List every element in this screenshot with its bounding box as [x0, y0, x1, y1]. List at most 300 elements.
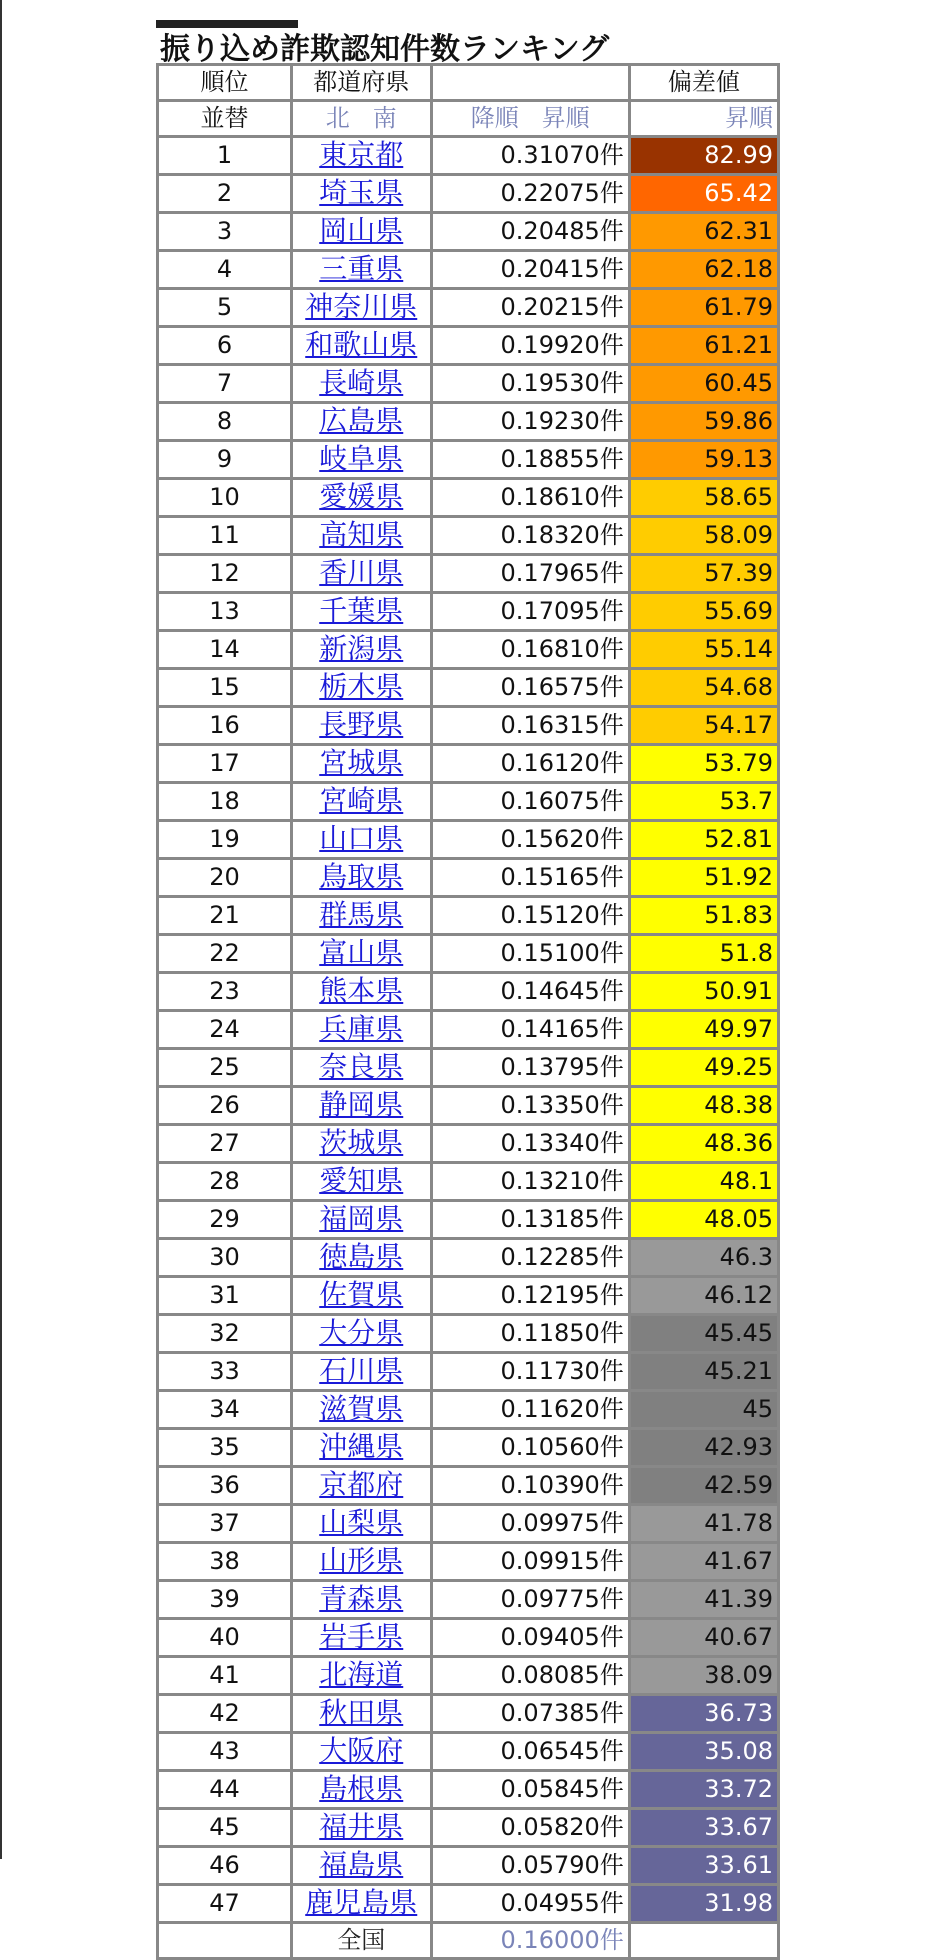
rank-cell: 32	[159, 1316, 293, 1354]
table-row	[159, 442, 777, 480]
deviation-cell: 36.73	[631, 1696, 777, 1734]
pref-cell	[293, 1658, 433, 1696]
ranking-table	[156, 63, 780, 1960]
pref-link[interactable]: 広島県	[319, 404, 404, 437]
table-row	[159, 1126, 777, 1164]
pref-cell	[293, 290, 433, 328]
table-row	[159, 860, 777, 898]
deviation-cell: 45.21	[631, 1354, 777, 1392]
pref-cell	[293, 1278, 433, 1316]
rank-cell: 8	[159, 404, 293, 442]
sort-pref-cell	[293, 102, 433, 138]
value-cell: 0.07385件	[433, 1696, 631, 1734]
pref-cell	[293, 176, 433, 214]
pref-link[interactable]: 大阪府	[319, 1734, 404, 1767]
pref-link[interactable]: 岡山県	[319, 214, 404, 247]
value-cell: 0.09775件	[433, 1582, 631, 1620]
table-row	[159, 1810, 777, 1848]
rank-cell: 21	[159, 898, 293, 936]
rank-cell: 36	[159, 1468, 293, 1506]
table-row	[159, 936, 777, 974]
pref-cell	[293, 746, 433, 784]
deviation-cell: 45	[631, 1392, 777, 1430]
pref-cell	[293, 1848, 433, 1886]
table-row	[159, 1544, 777, 1582]
deviation-cell: 49.25	[631, 1050, 777, 1088]
pref-link[interactable]: 熊本県	[319, 974, 404, 1007]
value-cell: 0.13340件	[433, 1126, 631, 1164]
value-cell: 0.18855件	[433, 442, 631, 480]
table-row	[159, 1240, 777, 1278]
table-row	[159, 1886, 777, 1924]
deviation-cell: 50.91	[631, 974, 777, 1012]
rank-cell: 16	[159, 708, 293, 746]
deviation-cell: 59.13	[631, 442, 777, 480]
pref-cell	[293, 1202, 433, 1240]
sort-value-cell	[433, 102, 631, 138]
deviation-cell: 59.86	[631, 404, 777, 442]
pref-link[interactable]: 佐賀県	[319, 1278, 404, 1311]
value-cell: 0.20415件	[433, 252, 631, 290]
value-cell: 0.17965件	[433, 556, 631, 594]
pref-cell	[293, 632, 433, 670]
pref-link[interactable]: 青森県	[319, 1582, 404, 1615]
pref-link[interactable]: 兵庫県	[319, 1012, 404, 1045]
table-row	[159, 1012, 777, 1050]
pref-cell	[293, 1392, 433, 1430]
rank-cell: 12	[159, 556, 293, 594]
value-cell: 0.12285件	[433, 1240, 631, 1278]
page-title: 振り込め詐欺認知件数ランキング	[160, 32, 610, 67]
value-cell: 0.15120件	[433, 898, 631, 936]
pref-cell	[293, 708, 433, 746]
table-row	[159, 1278, 777, 1316]
deviation-cell: 48.38	[631, 1088, 777, 1126]
deviation-cell: 52.81	[631, 822, 777, 860]
table-row	[159, 1848, 777, 1886]
pref-cell	[293, 1772, 433, 1810]
deviation-cell: 42.93	[631, 1430, 777, 1468]
pref-cell	[293, 1582, 433, 1620]
rank-cell: 45	[159, 1810, 293, 1848]
value-cell: 0.20485件	[433, 214, 631, 252]
deviation-cell: 65.42	[631, 176, 777, 214]
pref-cell	[293, 480, 433, 518]
value-cell: 0.09915件	[433, 1544, 631, 1582]
table-row	[159, 1354, 777, 1392]
value-cell: 0.19530件	[433, 366, 631, 404]
pref-link[interactable]: 大分県	[319, 1316, 404, 1349]
table-row	[159, 708, 777, 746]
table-row	[159, 632, 777, 670]
value-cell: 0.13210件	[433, 1164, 631, 1202]
table-row	[159, 1088, 777, 1126]
pref-link[interactable]: 秋田県	[319, 1696, 404, 1729]
header-deviation: 偏差値	[631, 66, 777, 102]
table-row	[159, 1050, 777, 1088]
table-row	[159, 138, 777, 176]
pref-link[interactable]: 福島県	[319, 1848, 404, 1881]
pref-link[interactable]: 鳥取県	[319, 860, 404, 893]
deviation-cell: 33.67	[631, 1810, 777, 1848]
deviation-cell: 31.98	[631, 1886, 777, 1924]
deviation-cell: 62.31	[631, 214, 777, 252]
pref-cell	[293, 442, 433, 480]
table-row	[159, 556, 777, 594]
pref-link[interactable]: 東京都	[319, 138, 404, 171]
table-row	[159, 1430, 777, 1468]
value-cell: 0.16575件	[433, 670, 631, 708]
pref-link[interactable]: 宮城県	[319, 746, 404, 779]
rank-cell: 33	[159, 1354, 293, 1392]
rank-cell: 17	[159, 746, 293, 784]
rank-cell: 20	[159, 860, 293, 898]
pref-link[interactable]: 静岡県	[319, 1088, 404, 1121]
rank-cell: 43	[159, 1734, 293, 1772]
deviation-cell: 41.67	[631, 1544, 777, 1582]
pref-cell	[293, 1088, 433, 1126]
value-cell: 0.20215件	[433, 290, 631, 328]
total-row	[159, 1924, 777, 1957]
rank-cell: 42	[159, 1696, 293, 1734]
table-row	[159, 974, 777, 1012]
pref-cell	[293, 822, 433, 860]
rank-cell: 29	[159, 1202, 293, 1240]
pref-cell	[293, 936, 433, 974]
pref-link[interactable]: 長崎県	[319, 366, 404, 399]
pref-cell	[293, 1696, 433, 1734]
rank-cell: 2	[159, 176, 293, 214]
value-cell: 0.11620件	[433, 1392, 631, 1430]
pref-link[interactable]: 山形県	[319, 1544, 404, 1577]
pref-link[interactable]: 栃木県	[319, 670, 404, 703]
value-cell: 0.12195件	[433, 1278, 631, 1316]
pref-link[interactable]: 石川県	[319, 1354, 404, 1387]
value-cell: 0.18610件	[433, 480, 631, 518]
deviation-cell: 51.83	[631, 898, 777, 936]
table-row	[159, 898, 777, 936]
value-cell: 0.13795件	[433, 1050, 631, 1088]
pref-link[interactable]: 山口県	[319, 822, 404, 855]
table-row	[159, 1772, 777, 1810]
ranking-table-body	[159, 66, 777, 1957]
pref-link[interactable]: 徳島県	[319, 1240, 404, 1273]
value-cell: 0.22075件	[433, 176, 631, 214]
deviation-cell: 53.79	[631, 746, 777, 784]
table-row	[159, 252, 777, 290]
deviation-cell: 33.61	[631, 1848, 777, 1886]
pref-cell	[293, 1810, 433, 1848]
rank-cell: 31	[159, 1278, 293, 1316]
pref-cell	[293, 1126, 433, 1164]
pref-link[interactable]: 富山県	[319, 936, 404, 969]
pref-cell	[293, 898, 433, 936]
rank-cell: 46	[159, 1848, 293, 1886]
pref-cell	[293, 518, 433, 556]
rank-cell: 14	[159, 632, 293, 670]
pref-cell	[293, 1620, 433, 1658]
value-cell: 0.19230件	[433, 404, 631, 442]
table-row	[159, 366, 777, 404]
table-row	[159, 176, 777, 214]
value-cell: 0.11850件	[433, 1316, 631, 1354]
rank-cell: 15	[159, 670, 293, 708]
rank-cell: 13	[159, 594, 293, 632]
pref-cell	[293, 1012, 433, 1050]
rank-cell: 41	[159, 1658, 293, 1696]
rank-cell: 27	[159, 1126, 293, 1164]
value-cell: 0.09405件	[433, 1620, 631, 1658]
pref-link[interactable]: 香川県	[319, 556, 404, 589]
table-row	[159, 480, 777, 518]
table-row	[159, 1316, 777, 1354]
pref-link[interactable]: 長野県	[319, 708, 404, 741]
value-cell: 0.14645件	[433, 974, 631, 1012]
rank-cell: 38	[159, 1544, 293, 1582]
pref-link[interactable]: 島根県	[319, 1772, 404, 1805]
rank-cell: 6	[159, 328, 293, 366]
pref-cell	[293, 214, 433, 252]
pref-cell	[293, 974, 433, 1012]
value-cell: 0.16075件	[433, 784, 631, 822]
table-row	[159, 518, 777, 556]
value-cell: 0.16120件	[433, 746, 631, 784]
pref-link[interactable]: 埼玉県	[319, 176, 404, 209]
table-row	[159, 214, 777, 252]
rank-cell: 24	[159, 1012, 293, 1050]
value-cell: 0.15620件	[433, 822, 631, 860]
deviation-cell: 58.65	[631, 480, 777, 518]
value-cell: 0.10390件	[433, 1468, 631, 1506]
value-cell: 0.18320件	[433, 518, 631, 556]
deviation-cell: 33.72	[631, 1772, 777, 1810]
pref-cell	[293, 594, 433, 632]
rank-cell: 30	[159, 1240, 293, 1278]
table-row	[159, 746, 777, 784]
pref-link[interactable]: 鹿児島県	[305, 1886, 418, 1919]
total-blank-cell	[631, 1924, 777, 1957]
pref-link[interactable]: 北海道	[319, 1658, 404, 1691]
rank-cell: 26	[159, 1088, 293, 1126]
value-cell: 0.16315件	[433, 708, 631, 746]
sort-north-link[interactable]: 北	[325, 104, 350, 132]
value-cell: 0.05790件	[433, 1848, 631, 1886]
pref-link[interactable]: 愛媛県	[319, 480, 404, 513]
total-label: 全国	[293, 1924, 433, 1957]
header-row	[159, 66, 777, 102]
value-cell: 0.15165件	[433, 860, 631, 898]
deviation-cell: 55.14	[631, 632, 777, 670]
pref-link[interactable]: 新潟県	[319, 632, 404, 665]
sort-dev-cell	[631, 102, 777, 138]
pref-cell	[293, 1468, 433, 1506]
rank-cell: 11	[159, 518, 293, 556]
table-row	[159, 1392, 777, 1430]
deviation-cell: 51.92	[631, 860, 777, 898]
deviation-cell: 57.39	[631, 556, 777, 594]
rank-cell: 1	[159, 138, 293, 176]
pref-link[interactable]: 宮崎県	[319, 784, 404, 817]
pref-cell	[293, 670, 433, 708]
rank-cell: 28	[159, 1164, 293, 1202]
sort-label: 並替	[159, 102, 293, 138]
pref-link[interactable]: 福井県	[319, 1810, 404, 1843]
pref-link[interactable]: 奈良県	[319, 1050, 404, 1083]
table-row	[159, 1506, 777, 1544]
table-row	[159, 1696, 777, 1734]
table-row	[159, 822, 777, 860]
pref-cell	[293, 328, 433, 366]
rank-cell: 44	[159, 1772, 293, 1810]
sort-row	[159, 102, 777, 138]
deviation-cell: 49.97	[631, 1012, 777, 1050]
table-row	[159, 1658, 777, 1696]
pref-cell	[293, 366, 433, 404]
pref-cell	[293, 252, 433, 290]
value-cell: 0.08085件	[433, 1658, 631, 1696]
sort-south-link[interactable]: 南	[372, 104, 397, 132]
value-cell: 0.11730件	[433, 1354, 631, 1392]
pref-cell	[293, 556, 433, 594]
deviation-cell: 48.1	[631, 1164, 777, 1202]
value-cell: 0.05820件	[433, 1810, 631, 1848]
rank-cell: 18	[159, 784, 293, 822]
rank-cell: 4	[159, 252, 293, 290]
table-row	[159, 1468, 777, 1506]
rank-cell: 39	[159, 1582, 293, 1620]
sort-desc-link[interactable]: 降順	[470, 104, 519, 132]
table-row	[159, 1202, 777, 1240]
pref-cell	[293, 1430, 433, 1468]
rank-cell: 22	[159, 936, 293, 974]
rank-cell: 35	[159, 1430, 293, 1468]
deviation-cell: 61.21	[631, 328, 777, 366]
deviation-cell: 51.8	[631, 936, 777, 974]
deviation-cell: 60.45	[631, 366, 777, 404]
rank-cell: 5	[159, 290, 293, 328]
deviation-cell: 38.09	[631, 1658, 777, 1696]
pref-cell	[293, 1316, 433, 1354]
pref-link[interactable]: 和歌山県	[305, 328, 418, 361]
pref-link[interactable]: 福岡県	[319, 1202, 404, 1235]
value-cell: 0.05845件	[433, 1772, 631, 1810]
table-row	[159, 670, 777, 708]
pref-link[interactable]: 神奈川県	[305, 290, 418, 323]
rank-cell: 47	[159, 1886, 293, 1924]
rank-cell: 19	[159, 822, 293, 860]
pref-link[interactable]: 千葉県	[319, 594, 404, 627]
pref-cell	[293, 1240, 433, 1278]
deviation-cell: 45.45	[631, 1316, 777, 1354]
pref-link[interactable]: 京都府	[319, 1468, 404, 1501]
pref-cell	[293, 1164, 433, 1202]
pref-link[interactable]: 山梨県	[319, 1506, 404, 1539]
pref-link[interactable]: 滋賀県	[319, 1392, 404, 1425]
table-row	[159, 1582, 777, 1620]
rank-cell: 23	[159, 974, 293, 1012]
pref-cell	[293, 404, 433, 442]
deviation-cell: 82.99	[631, 138, 777, 176]
value-cell: 0.13185件	[433, 1202, 631, 1240]
value-cell: 0.14165件	[433, 1012, 631, 1050]
pref-cell	[293, 1354, 433, 1392]
deviation-cell: 41.78	[631, 1506, 777, 1544]
value-cell: 0.04955件	[433, 1886, 631, 1924]
sort-dev-asc-link[interactable]: 昇順	[725, 104, 773, 132]
value-cell: 0.10560件	[433, 1430, 631, 1468]
pref-link[interactable]: 沖縄県	[319, 1430, 404, 1463]
pref-cell	[293, 1734, 433, 1772]
deviation-cell: 61.79	[631, 290, 777, 328]
deviation-cell: 41.39	[631, 1582, 777, 1620]
value-cell: 0.15100件	[433, 936, 631, 974]
value-cell: 0.17095件	[433, 594, 631, 632]
pref-cell	[293, 1886, 433, 1924]
deviation-cell: 58.09	[631, 518, 777, 556]
header-pref: 都道府県	[293, 66, 433, 102]
deviation-cell: 53.7	[631, 784, 777, 822]
rank-cell: 3	[159, 214, 293, 252]
pref-cell	[293, 860, 433, 898]
rank-cell: 40	[159, 1620, 293, 1658]
rank-cell: 7	[159, 366, 293, 404]
pref-link[interactable]: 三重県	[319, 252, 404, 285]
value-cell: 0.09975件	[433, 1506, 631, 1544]
value-cell: 0.06545件	[433, 1734, 631, 1772]
value-cell: 0.16810件	[433, 632, 631, 670]
pref-cell	[293, 138, 433, 176]
deviation-cell: 55.69	[631, 594, 777, 632]
pref-link[interactable]: 愛知県	[319, 1164, 404, 1197]
pref-cell	[293, 1544, 433, 1582]
table-row	[159, 594, 777, 632]
rank-cell: 25	[159, 1050, 293, 1088]
pref-cell	[293, 1050, 433, 1088]
pref-cell	[293, 784, 433, 822]
deviation-cell: 42.59	[631, 1468, 777, 1506]
pref-link[interactable]: 岐阜県	[319, 442, 404, 475]
table-row	[159, 1734, 777, 1772]
rank-cell: 10	[159, 480, 293, 518]
pref-link[interactable]: 茨城県	[319, 1126, 404, 1159]
value-cell: 0.31070件	[433, 138, 631, 176]
table-row	[159, 404, 777, 442]
table-row	[159, 328, 777, 366]
pref-link[interactable]: 岩手県	[319, 1620, 404, 1653]
pref-link[interactable]: 高知県	[319, 518, 404, 551]
pref-link[interactable]: 群馬県	[319, 898, 404, 931]
total-rank-cell	[159, 1924, 293, 1957]
header-rank: 順位	[159, 66, 293, 102]
pref-cell	[293, 1506, 433, 1544]
deviation-cell: 54.68	[631, 670, 777, 708]
deviation-cell: 54.17	[631, 708, 777, 746]
table-row	[159, 290, 777, 328]
deviation-cell: 35.08	[631, 1734, 777, 1772]
rank-cell: 37	[159, 1506, 293, 1544]
total-value: 0.16000件	[433, 1924, 631, 1957]
deviation-cell: 46.12	[631, 1278, 777, 1316]
value-cell: 0.13350件	[433, 1088, 631, 1126]
rank-cell: 34	[159, 1392, 293, 1430]
sort-asc-link[interactable]: 昇順	[541, 104, 590, 132]
header-value	[433, 66, 631, 102]
value-cell: 0.19920件	[433, 328, 631, 366]
deviation-cell: 48.05	[631, 1202, 777, 1240]
deviation-cell: 46.3	[631, 1240, 777, 1278]
table-row	[159, 1164, 777, 1202]
table-row	[159, 784, 777, 822]
